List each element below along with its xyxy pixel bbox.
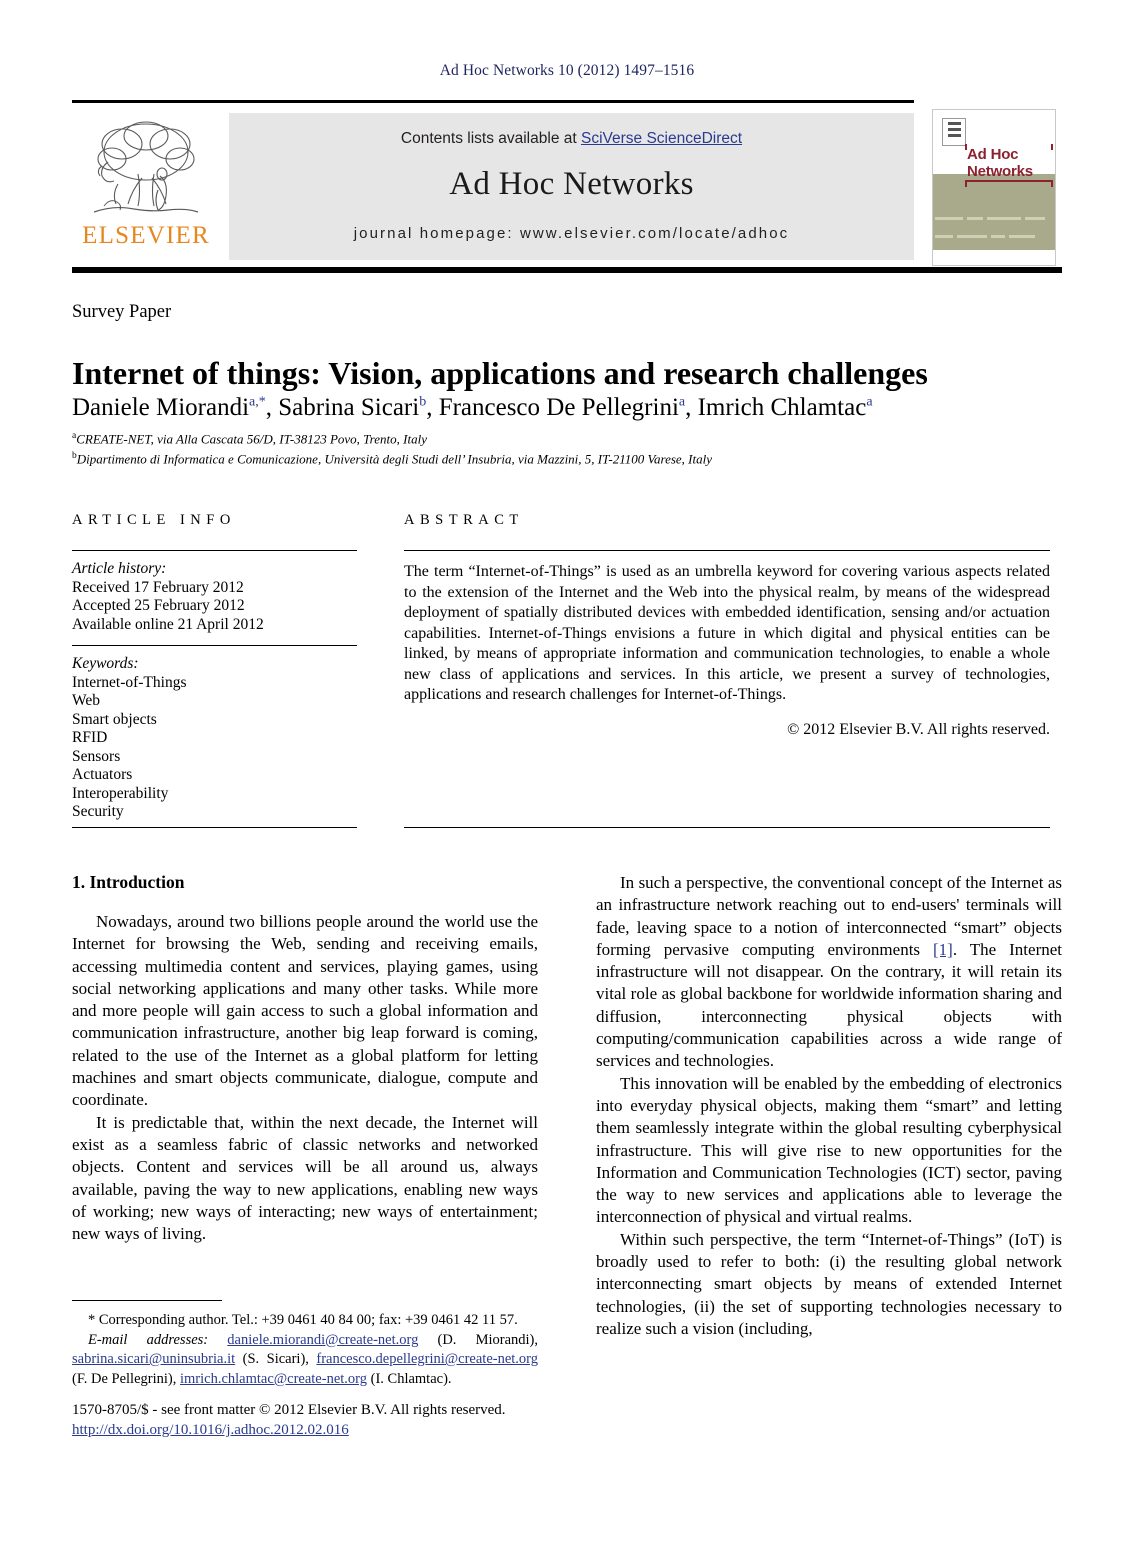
abstract-text: The term “Internet-of-Things” is used as an umbrella keyword for covering various aspects related to the extension of the Internet and the Web into the physical realm, by means of the widespread deployment of spatially distributed devices with embedded identification, sensing and/or actuation capabilities. Internet-of-Things envisions a future in which digital and physical entities can be linked, by means of appropriate information and communication technologies, to enable a whole new class of applications and services. In this article, we present a survey of technologies, applications and research challenges for Internet-of-Things. [404,563,1050,703]
email-owner: (D. Miorandi), [418,1331,539,1348]
journal-cover-thumbnail[interactable] [932,109,1056,266]
author-affiliation-marker: b [419,395,427,410]
body-column-left [72,872,538,1245]
section-heading-introduction: 1. Introduction [72,872,185,892]
article-history-label: Article history: [72,560,167,577]
paragraph: Nowadays, around two billions people around the world use the Internet for browsing the Web, sending and receiving emails, accessing multimedia content and services, playing games, using social networking applications and many other tasks. While more and more people will gain access to such a global information and communication infrastructure, another big leap forward is coming, related to the use of the Internet as a global platform for letting machines and smart objects communicate, dialogue, compute and coordinate. [72,912,538,1110]
email-link[interactable]: francesco.depellegrini@create-net.org [316,1351,538,1367]
corresponding-author-note: * Corresponding author. Tel.: +39 0461 40 84 00; fax: +39 0461 42 11 57. [88,1312,518,1328]
author-separator: , [685,394,698,422]
journal-banner [229,113,914,260]
contents-list-line [229,130,914,148]
article-history [72,560,357,634]
footnote-rule [72,1300,222,1301]
email-entry [72,1351,316,1367]
abstract-panel [404,512,1050,739]
author-name: Sabrina Sicari [278,394,420,422]
article-type-label: Survey Paper [72,302,172,322]
footnote-text [72,1311,538,1389]
keywords-label: Keywords: [72,655,139,672]
keyword-item: Security [72,803,124,820]
keyword-item: Smart objects [72,710,157,728]
history-item: Available online 21 April 2012 [72,615,264,633]
keywords-rule [72,645,357,646]
author-separator: , [426,394,439,422]
affiliation-marker: b [72,450,77,461]
email-owner: (F. De Pellegrini), [72,1370,180,1387]
issn-copyright-line: 1570-8705/$ - see front matter © 2012 Elsevier B.V. All rights reserved. [72,1402,506,1418]
masthead-bottom-rule [72,267,1062,273]
author-entry [439,394,698,421]
running-head: Ad Hoc Networks 10 (2012) 1497–1516 [439,62,695,79]
author-name: Francesco De Pellegrini [438,394,679,422]
body-column-right [596,872,1062,1340]
keywords-block [72,645,357,822]
cover-title-line2: Networks [967,163,1033,180]
elsevier-tree-icon [88,114,204,226]
email-entry [227,1332,538,1348]
author-affiliation-marker: a [866,395,873,410]
cover-title [967,146,1051,180]
article-info-heading: ARTICLE INFO [72,512,236,528]
journal-homepage[interactable]: journal homepage: www.elsevier.com/locate/adhoc [353,225,790,242]
doi-link[interactable]: http://dx.doi.org/10.1016/j.adhoc.2012.02.016 [72,1422,349,1438]
keyword-item: RFID [72,729,108,746]
abstract-heading: ABSTRACT [404,512,524,528]
footnote-block [72,1300,538,1389]
journal-title: Ad Hoc Networks [449,166,694,202]
author-name: Imrich Chlamtac [697,394,867,422]
journal-masthead [72,100,1062,272]
author-entry [698,394,873,421]
paragraph-text-part: In such a perspective, the conventional concept of the Internet as an infrastructure network reaching out to end-users' terminals will fade, leaving space to a notion of interconnected “smart” objects forming pervasive computing environments [596,873,1062,959]
keyword-item: Internet-of-Things [72,673,187,691]
elsevier-logo [80,114,212,262]
history-item: Received 17 February 2012 [72,578,244,596]
masthead-top-rule [72,100,914,103]
email-owner: (S. Sicari), [235,1351,317,1367]
affiliation-text: Dipartimento di Informatica e Comunicazione, Università degli Studi dell’ Insubria, via Mazzini, 5, IT-21100 Varese, Italy [76,451,712,467]
keyword-item: Web [72,692,101,709]
elsevier-wordmark: ELSEVIER [82,222,210,249]
abstract-bottom-rule [404,827,1050,828]
abstract-rule [404,550,1050,551]
cover-publisher-logo-icon [942,118,966,146]
email-entry [180,1371,452,1387]
author-name: Daniele Miorandi [72,394,250,422]
email-link[interactable]: daniele.miorandi@create-net.org [227,1331,419,1348]
keyword-item: Actuators [72,766,133,783]
paragraph: Within such perspective, the term “Internet-of-Things” (IoT) is broadly used to refer to both: (i) the resulting global network interconnecting smart objects by means of extended Internet technologies, (ii) the set of supporting technologies necessary to realize such a vision (including, [596,1229,1062,1338]
imprint-block [72,1400,538,1440]
paragraph-with-citation [596,872,1062,1073]
sciencedirect-link[interactable]: SciVerse ScienceDirect [580,130,743,147]
email-link[interactable]: imrich.chlamtac@create-net.org [179,1370,367,1387]
contents-prefix: Contents lists available at [400,130,581,147]
paragraph: This innovation will be enabled by the embedding of electronics into everyday physical objects, making them “smart” and letting them seamlessly integrate within the global resulting cyberphysical infrastructure. This will give rise to new opportunities for the Information and Communication Technologies (ICT) sector, paving the way to new services and applications able to leverage the interconnection of physical and virtual realms. [596,1073,1062,1227]
cover-footer [933,251,1055,265]
author-list [72,388,1052,423]
article-info-bottom-rule [72,827,357,828]
author-affiliation-marker: a,* [249,395,266,410]
paragraph: It is predictable that, within the next decade, the Internet will exist as a seamless fabric of classic networks and networked objects. Content and services will be all around us, always available, paving the way to new applications, enabling new ways of working; new ways of interacting; new ways of entertainment; new ways of living. [72,1112,538,1244]
affiliation-item [72,448,1052,468]
abstract-copyright: © 2012 Elsevier B.V. All rights reserved. [787,720,1050,738]
keywords-list [72,655,357,822]
cover-bracket-bottom [965,180,1053,187]
history-item: Accepted 25 February 2012 [72,597,245,614]
affiliation-item [72,428,1052,448]
paragraph-text-part: . The Internet infrastructure will not disappear. On the contrary, it will retain its vital role as global backbone for worldwide information sharing and diffusion, interconnecting physical objects with computing/communication capabilities across a wide range of services and technologies. [596,939,1062,1071]
affiliation-text: CREATE-NET, via Alla Cascata 56/D, IT-38123 Povo, Trento, Italy [76,431,427,447]
article-info-rule [72,550,357,551]
page-title: Internet of things: Vision, applications and research challenges [72,355,928,392]
author-affiliation-marker: a [678,395,686,410]
citation-link-1[interactable]: [1] [933,939,953,959]
article-info-panel [72,512,357,822]
author-entry [278,394,438,421]
keyword-item: Sensors [72,747,121,765]
email-link[interactable]: sabrina.sicari@uninsubria.it [72,1351,236,1367]
author-entry [72,394,278,421]
cover-title-line1: Ad Hoc [967,146,1019,163]
email-addresses-label: E-mail addresses: [88,1331,209,1348]
affiliation-marker: a [72,431,77,441]
author-separator: , [265,394,279,422]
email-owner: (I. Chlamtac). [366,1370,452,1387]
keyword-item: Interoperability [72,784,169,802]
affiliation-list [72,428,1052,468]
